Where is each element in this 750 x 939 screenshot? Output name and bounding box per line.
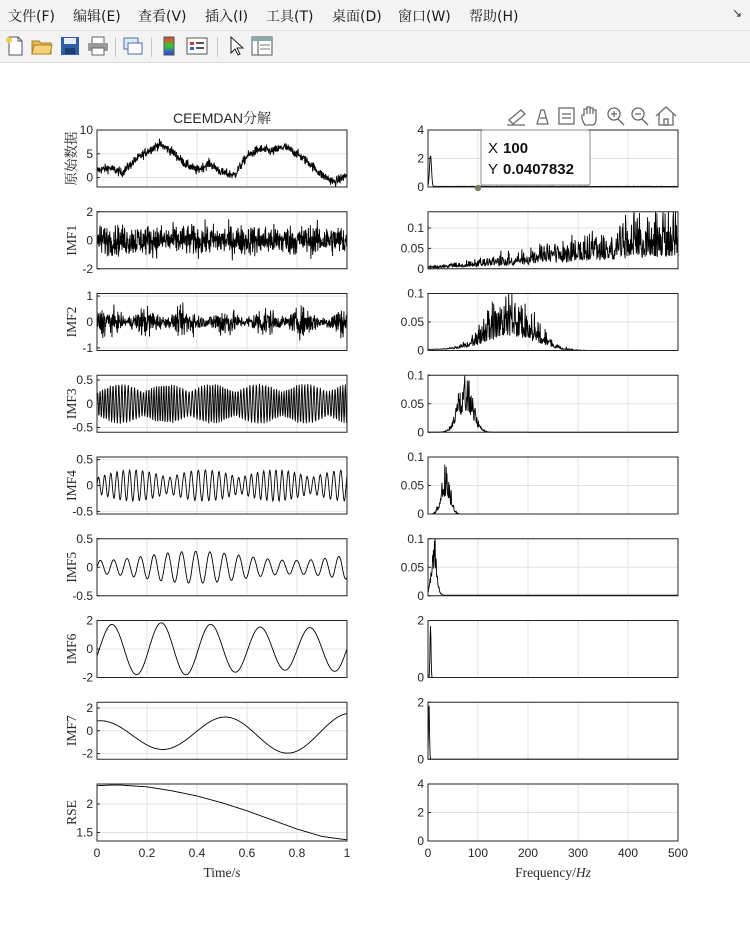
frequency-axis-label: Frequency/Hz (515, 865, 591, 880)
y-tick-label: 0.05 (400, 560, 424, 575)
menu-tools[interactable]: 工具(T) (266, 9, 314, 25)
y-axis-label: IMF1 (64, 224, 79, 256)
y-tick-label: 2 (417, 151, 424, 166)
data-tip-y: Y 0.0407832 (488, 161, 574, 178)
y-tick-label: 5 (86, 146, 93, 161)
y-tick-label: 0 (86, 560, 93, 575)
menu-help[interactable]: 帮助(H) (469, 9, 519, 25)
y-tick-label: 2 (86, 613, 93, 628)
zoom-out-icon[interactable] (632, 108, 648, 125)
x-tick-label: 0 (93, 846, 101, 860)
toolbar-separator (115, 37, 116, 57)
time-subplot-4 (64, 453, 347, 519)
y-axis-label: IMF3 (64, 388, 79, 420)
x-tick-label: 0 (424, 846, 432, 860)
time-subplot-0 (63, 123, 347, 187)
menu-bar (0, 0, 750, 31)
data-tip[interactable] (475, 130, 590, 191)
y-tick-label: -2 (82, 746, 93, 761)
y-tick-label: -2 (82, 670, 93, 685)
time-domain-subplots (63, 123, 351, 860)
y-tick-label: 0.1 (407, 531, 424, 546)
y-tick-label: -0.5 (72, 504, 93, 519)
y-tick-label: -2 (82, 261, 93, 276)
menu-insert[interactable]: 插入(I) (205, 9, 249, 25)
freq-subplot-3 (401, 368, 678, 439)
menu-view[interactable]: 查看(V) (138, 9, 187, 25)
toolbar-separator (217, 37, 218, 57)
data-brush-icon[interactable] (537, 110, 548, 124)
y-axis-label: IMF7 (64, 715, 79, 747)
y-tick-label: 0.1 (407, 221, 424, 236)
data-tips-icon[interactable] (559, 108, 574, 124)
x-tick-label: 500 (667, 846, 689, 860)
y-tick-label: 2 (417, 695, 424, 710)
time-subplot-3 (64, 373, 347, 435)
freq-subplot-7 (417, 695, 678, 766)
y-axis-label: IMF4 (64, 470, 79, 501)
undock-arrow-icon[interactable]: ↘ (731, 6, 742, 20)
y-tick-label: 0 (417, 180, 424, 194)
y-axis-label: RSE (64, 800, 79, 825)
y-tick-label: 2 (417, 805, 424, 820)
y-tick-label: 0 (417, 670, 424, 685)
y-tick-label: 0.05 (400, 315, 424, 329)
figure-title: CEEMDAN分解 (172, 110, 272, 126)
pointer-icon[interactable] (224, 35, 248, 57)
y-tick-label: 0.1 (407, 450, 424, 464)
plot-area (428, 621, 678, 678)
y-tick-label: -0.5 (72, 588, 93, 603)
time-axis-label: Time/s (203, 865, 241, 880)
frequency-domain-subplots (401, 123, 689, 860)
x-tick-label: 0.4 (188, 846, 206, 860)
menu-window[interactable]: 窗口(W) (398, 9, 451, 25)
figure-canvas (0, 63, 750, 939)
menu-edit[interactable]: 编辑(E) (73, 9, 121, 25)
x-tick-label: 1 (343, 846, 351, 860)
freq-subplot-6 (417, 614, 678, 685)
zoom-in-icon[interactable] (608, 108, 624, 125)
legend-icon[interactable] (185, 35, 209, 57)
data-tip-x: X 100 (488, 140, 529, 157)
property-inspector-icon[interactable] (250, 35, 274, 57)
y-tick-label: 1 (86, 289, 93, 304)
time-subplot-7 (64, 701, 347, 761)
x-tick-label: 0.8 (288, 846, 306, 860)
x-tick-label: 300 (567, 846, 589, 860)
x-tick-label: 200 (517, 846, 539, 860)
y-tick-label: 0.05 (400, 478, 424, 493)
toolbar-separator (151, 37, 152, 57)
y-axis-label: 原始数据 (64, 131, 79, 186)
y-tick-label: 2 (417, 613, 424, 628)
data-tip-marker (475, 185, 481, 191)
x-tick-label: 0.2 (138, 846, 156, 860)
axes-toolbar (507, 107, 676, 125)
plot-area (428, 702, 678, 759)
y-tick-label: 0.1 (407, 286, 424, 301)
y-tick-label: 0 (417, 343, 424, 358)
y-axis-label: IMF2 (64, 306, 79, 338)
y-tick-label: 0.5 (76, 452, 93, 467)
y-tick-label: 0 (86, 233, 93, 248)
figure-toolbar (0, 31, 750, 63)
y-axis-label: IMF5 (64, 551, 79, 583)
time-subplot-5 (64, 532, 347, 603)
menu-file[interactable]: 文件(F) (8, 9, 55, 25)
new-figure-icon[interactable] (3, 35, 27, 57)
y-tick-label: 0.5 (76, 373, 93, 387)
freq-subplot-5 (401, 532, 678, 603)
freq-subplot-2 (401, 287, 678, 358)
y-tick-label: 0.1 (407, 368, 424, 383)
open-folder-icon[interactable] (30, 35, 54, 57)
time-subplot-1 (64, 205, 347, 276)
y-tick-label: -0.5 (72, 420, 93, 435)
freq-subplot-4 (401, 450, 678, 521)
y-tick-label: 0 (86, 642, 93, 656)
y-tick-label: 10 (79, 123, 93, 137)
y-tick-label: 2 (86, 796, 93, 811)
y-tick-label: 0 (417, 507, 424, 521)
time-subplot-8 (64, 784, 351, 860)
y-tick-label: 1.5 (76, 825, 93, 840)
brush-edit-icon[interactable] (507, 110, 525, 125)
y-tick-label: 0 (417, 752, 424, 767)
y-tick-label: -1 (82, 340, 93, 355)
time-subplot-6 (64, 614, 347, 685)
y-tick-label: 0 (417, 261, 424, 276)
x-tick-label: 400 (617, 846, 639, 860)
x-tick-label: 100 (467, 846, 489, 860)
home-icon[interactable] (656, 107, 676, 125)
y-tick-label: 0 (86, 315, 93, 329)
y-axis-label: IMF6 (64, 633, 79, 665)
y-tick-label: 0 (86, 723, 93, 738)
x-tick-label: 0.6 (238, 846, 256, 860)
y-tick-label: 0.05 (400, 241, 424, 256)
pan-hand-icon[interactable] (582, 107, 596, 125)
y-tick-label: 0 (86, 170, 93, 185)
y-tick-label: 0.5 (76, 531, 93, 546)
print-icon[interactable] (86, 35, 110, 57)
link-plot-icon[interactable] (121, 35, 145, 57)
freq-subplot-1 (401, 212, 678, 276)
y-tick-label: 0.05 (400, 396, 424, 411)
y-tick-label: 0 (417, 425, 424, 440)
y-tick-label: 4 (417, 777, 424, 791)
y-tick-label: 0 (86, 396, 93, 411)
y-tick-label: 4 (417, 123, 424, 137)
menu-desktop[interactable]: 桌面(D) (332, 9, 382, 25)
time-subplot-2 (64, 289, 347, 355)
y-tick-label: 0 (417, 834, 424, 848)
freq-subplot-8 (417, 777, 688, 860)
y-tick-label: 2 (86, 700, 93, 715)
save-icon[interactable] (58, 35, 82, 57)
y-tick-label: 0 (417, 588, 424, 603)
y-tick-label: 2 (86, 204, 93, 219)
y-tick-label: 0 (86, 478, 93, 493)
colorbar-icon[interactable] (157, 35, 181, 57)
